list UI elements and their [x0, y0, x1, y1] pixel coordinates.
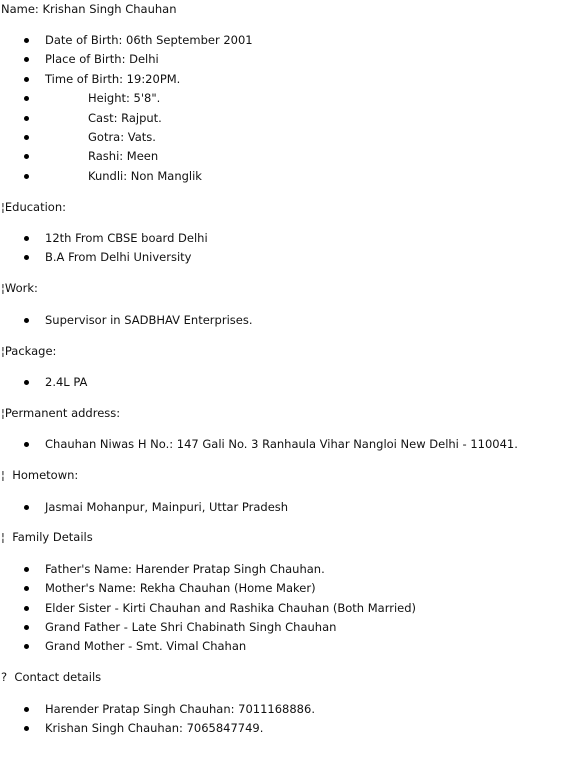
bullet-icon [24, 38, 29, 43]
list-item-text: 12th From CBSE board Delhi [45, 231, 208, 245]
bullet-icon [24, 135, 29, 140]
section-title: Education: [4, 200, 67, 214]
list-item-text: Time of Birth: 19:20PM. [45, 72, 181, 86]
section-heading-package [1, 344, 56, 358]
section-marker: ¦ [1, 344, 5, 358]
list-item-text: Chauhan Niwas H No.: 147 Gali No. 3 Ranhaula Vihar Nangloi New Delhi - 110041. [45, 437, 518, 451]
section-title: Contact details [14, 670, 102, 684]
section-marker: ¦ [1, 530, 13, 544]
section-heading-contact [1, 670, 101, 684]
list-item-text: Father's Name: Harender Pratap Singh Chauhan. [45, 562, 325, 576]
bullet-icon [24, 380, 29, 385]
section-marker: ¦ [1, 281, 5, 295]
list-item-text: Cast: Rajput. [88, 111, 162, 125]
bullet-icon [24, 726, 29, 731]
bullet-icon [24, 505, 29, 510]
section-title: Work: [4, 281, 38, 295]
bullet-icon [24, 606, 29, 611]
bullet-icon [24, 567, 29, 572]
bullet-icon [24, 318, 29, 323]
list-item-text: Grand Father - Late Shri Chabinath Singh Chauhan [45, 620, 337, 634]
bullet-icon [24, 77, 29, 82]
list-item-text: Height: 5'8". [88, 91, 161, 105]
list-item-text: Mother's Name: Rekha Chauhan (Home Maker) [45, 581, 316, 595]
list-item-text: Krishan Singh Chauhan: 7065847749. [45, 721, 264, 735]
bullet-icon [24, 707, 29, 712]
section-title: Package: [4, 344, 57, 358]
section-heading-hometown [1, 468, 78, 482]
bullet-icon [24, 236, 29, 241]
section-marker: ¦ [1, 406, 5, 420]
list-item-text: Supervisor in SADBHAV Enterprises. [45, 313, 253, 327]
bullet-icon [24, 116, 29, 121]
section-heading-education [1, 200, 66, 214]
section-title: Family Details [12, 530, 93, 544]
bullet-icon [24, 174, 29, 179]
section-heading-family [1, 530, 93, 544]
list-item-text: Kundli: Non Manglik [88, 169, 202, 183]
list-item-text: Place of Birth: Delhi [45, 52, 159, 66]
section-marker: ¦ [1, 200, 5, 214]
name-line: Name: Krishan Singh Chauhan [1, 2, 177, 16]
list-item-text: Jasmai Mohanpur, Mainpuri, Uttar Pradesh [45, 500, 289, 514]
section-marker: ? [1, 670, 15, 684]
list-item-text: Date of Birth: 06th September 2001 [45, 33, 253, 47]
bullet-icon [24, 586, 29, 591]
bullet-icon [24, 442, 29, 447]
section-heading-address [1, 406, 120, 420]
bullet-icon [24, 625, 29, 630]
list-item-text: Grand Mother - Smt. Vimal Chahan [45, 639, 247, 653]
section-heading-work [1, 281, 38, 295]
section-title: Permanent address: [4, 406, 121, 420]
list-item-text: Gotra: Vats. [88, 130, 156, 144]
list-item-text: B.A From Delhi University [45, 250, 192, 264]
list-item-text: Harender Pratap Singh Chauhan: 7011168886. [45, 702, 315, 716]
section-marker: ¦ [1, 468, 13, 482]
bullet-icon [24, 96, 29, 101]
list-item-text: Rashi: Meen [88, 149, 159, 163]
bullet-icon [24, 154, 29, 159]
section-title: Hometown: [12, 468, 79, 482]
bullet-icon [24, 57, 29, 62]
bullet-icon [24, 255, 29, 260]
bullet-icon [24, 644, 29, 649]
list-item-text: Elder Sister - Kirti Chauhan and Rashika Chauhan (Both Married) [45, 601, 417, 615]
list-item-text: 2.4L PA [45, 375, 88, 389]
